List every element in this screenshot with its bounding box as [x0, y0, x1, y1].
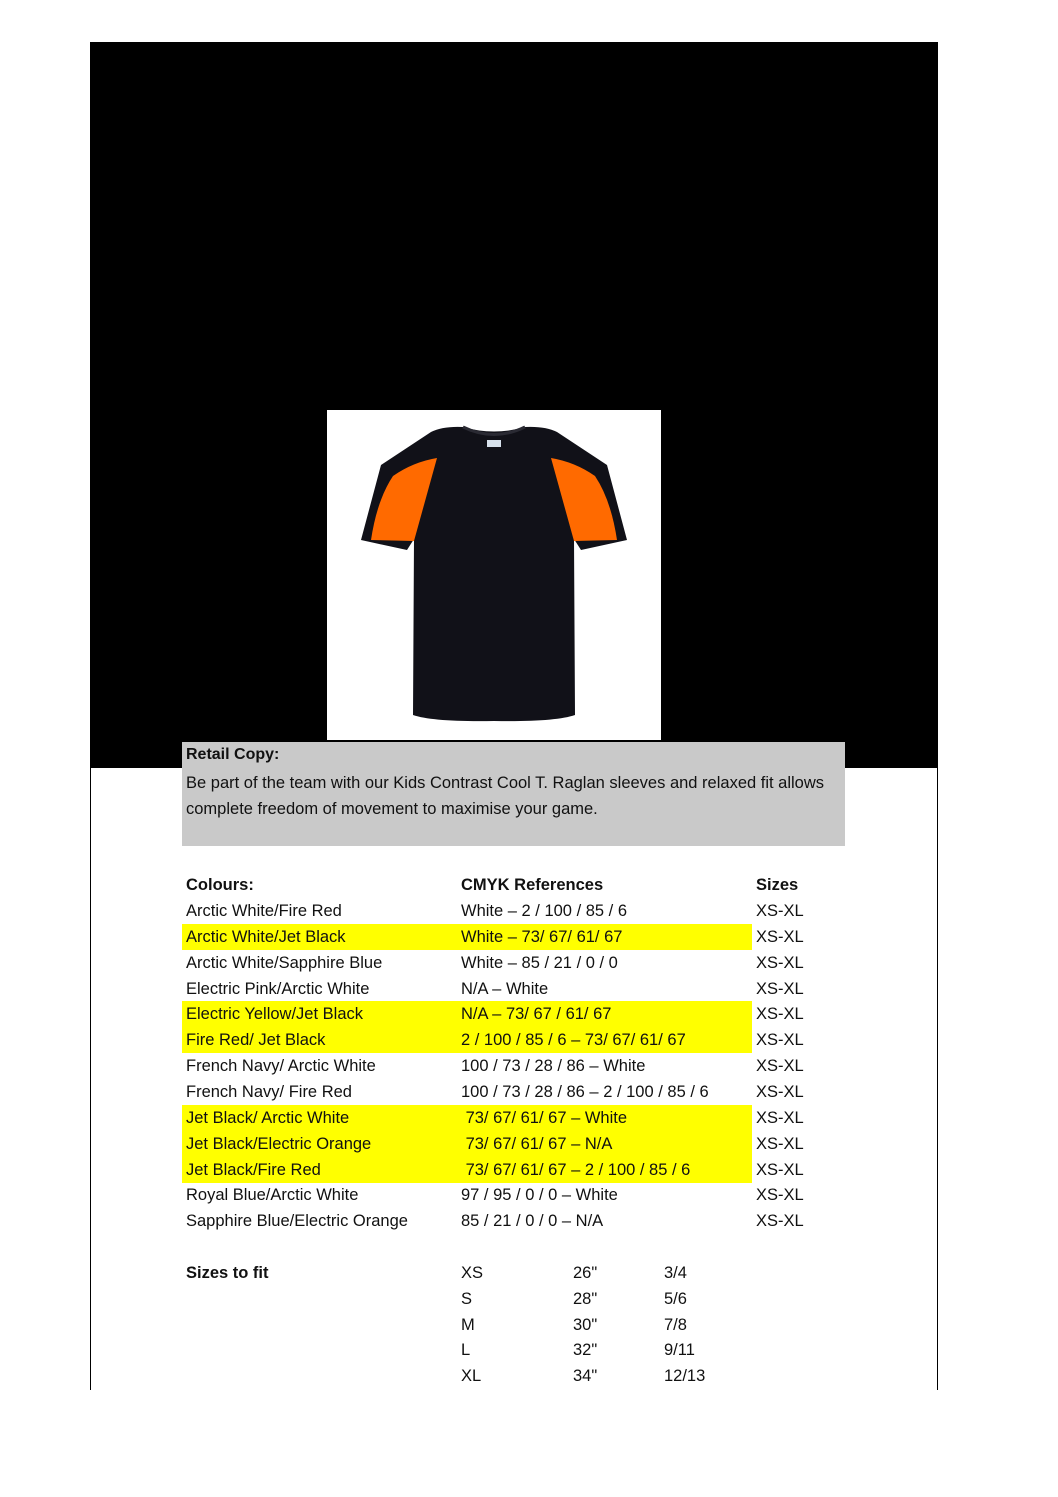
size-code: L [461, 1341, 471, 1360]
cmyk-reference: 100 / 73 / 28 / 86 – 2 / 100 / 85 / 6 [461, 1082, 709, 1101]
sizes-header: Sizes [756, 876, 799, 894]
sizes-to-fit-label: Sizes to fit [186, 1264, 269, 1282]
chest-measurement: 32" [573, 1341, 598, 1360]
age-range: 7/8 [664, 1315, 687, 1334]
cmyk-header: CMYK References [461, 876, 604, 894]
age-range: 12/13 [664, 1367, 706, 1386]
colour-name: Fire Red/ Jet Black [186, 1031, 326, 1050]
cmyk-reference: 73/ 67/ 61/ 67 – 2 / 100 / 85 / 6 [461, 1160, 691, 1179]
size-range: XS-XL [756, 979, 804, 998]
age-range: 5/6 [664, 1289, 687, 1308]
size-code: XS [461, 1264, 484, 1282]
colour-name: Jet Black/ Arctic White [186, 1108, 350, 1127]
size-range: XS-XL [756, 953, 804, 972]
product-photo [327, 410, 661, 740]
retail-copy-title: Retail Copy: [186, 746, 280, 763]
size-range: XS-XL [756, 1082, 804, 1101]
colour-name: French Navy/ Arctic White [186, 1057, 376, 1076]
colour-name: Jet Black/Fire Red [186, 1160, 321, 1179]
tshirt-neck-label [487, 440, 501, 447]
size-range: XS-XL [756, 1031, 804, 1050]
size-range: XS-XL [756, 1134, 804, 1153]
cmyk-reference: 73/ 67/ 61/ 67 – White [461, 1108, 628, 1127]
cmyk-reference: 97 / 95 / 0 / 0 – White [461, 1186, 618, 1205]
colours-header: Colours: [186, 876, 254, 894]
size-code: XL [461, 1367, 482, 1386]
chest-measurement: 26" [573, 1264, 598, 1282]
cmyk-reference: N/A – 73/ 67 / 61/ 67 [461, 1005, 612, 1024]
colour-name: Royal Blue/Arctic White [186, 1186, 359, 1205]
cmyk-reference: N/A – White [461, 979, 549, 998]
cmyk-reference: 2 / 100 / 85 / 6 – 73/ 67/ 61/ 67 [461, 1031, 686, 1050]
cmyk-reference: 85 / 21 / 0 / 0 – N/A [461, 1212, 604, 1231]
colour-name: Jet Black/Electric Orange [186, 1134, 372, 1153]
colour-name: Arctic White/Jet Black [186, 927, 346, 946]
colour-name: Electric Pink/Arctic White [186, 979, 370, 998]
size-range: XS-XL [756, 1108, 804, 1127]
page-frame-left-rule [90, 768, 91, 1390]
colour-name: Electric Yellow/Jet Black [186, 1005, 363, 1024]
size-range: XS-XL [756, 1057, 804, 1076]
size-range: XS-XL [756, 1005, 804, 1024]
cmyk-reference: 100 / 73 / 28 / 86 – White [461, 1057, 646, 1076]
tshirt-image [327, 410, 661, 740]
colour-name: Sapphire Blue/Electric Orange [186, 1212, 408, 1231]
cmyk-reference: White – 73/ 67/ 61/ 67 [461, 927, 623, 946]
size-code: S [461, 1289, 473, 1308]
size-range: XS-XL [756, 1160, 804, 1179]
colour-name: French Navy/ Fire Red [186, 1082, 352, 1101]
size-range: XS-XL [756, 1212, 804, 1231]
chest-measurement: 34" [573, 1367, 598, 1386]
size-range: XS-XL [756, 927, 804, 946]
cmyk-reference: White – 2 / 100 / 85 / 6 [461, 902, 628, 920]
size-code: M [461, 1315, 475, 1334]
cmyk-reference: 73/ 67/ 61/ 67 – N/A [461, 1134, 613, 1153]
chest-measurement: 30" [573, 1315, 598, 1334]
size-range: XS-XL [756, 1186, 804, 1205]
cmyk-reference: White – 85 / 21 / 0 / 0 [461, 953, 618, 972]
colour-name: Arctic White/Fire Red [186, 902, 342, 920]
colour-name: Arctic White/Sapphire Blue [186, 953, 383, 972]
age-range: 9/11 [664, 1341, 695, 1360]
size-range: XS-XL [756, 902, 804, 920]
age-range: 3/4 [664, 1264, 687, 1282]
chest-measurement: 28" [573, 1289, 598, 1308]
page-frame-right-rule [937, 768, 938, 1390]
retail-copy-text: Be part of the team with our Kids Contrast Cool T. Raglan sleeves and relaxed fit allows complete freedom of movement to maximise your game. [186, 774, 825, 818]
